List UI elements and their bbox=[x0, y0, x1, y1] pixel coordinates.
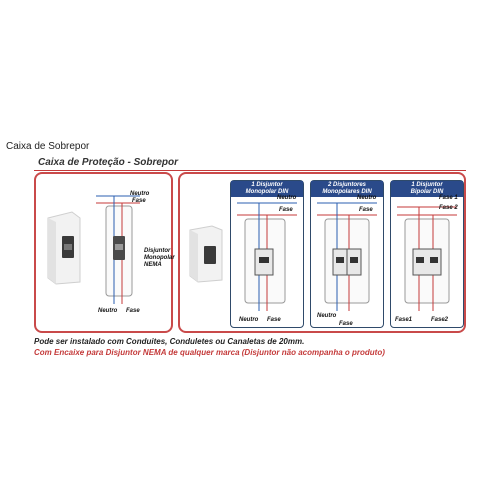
box1-bottom-label-fase: Fase bbox=[267, 317, 281, 323]
header-line: Bipolar DIN bbox=[410, 189, 444, 195]
side-label-line: Disjuntor bbox=[144, 248, 171, 254]
din-box-2-diagram bbox=[315, 201, 379, 311]
box3-top-label-fase2: Fase 2 bbox=[439, 205, 458, 211]
note-installation: Pode ser instalado com Conduites, Conduletes ou Canaletas de 20mm. bbox=[34, 337, 305, 346]
left-panel bbox=[34, 172, 173, 333]
page-title: Caixa de Sobrepor bbox=[6, 141, 90, 152]
box3-top-label-fase1: Fase 1 bbox=[439, 195, 458, 201]
header-line: Monopolar DIN bbox=[245, 189, 289, 195]
title-underline bbox=[34, 170, 466, 171]
box3-bottom-label-fase1: Fase1 bbox=[395, 317, 413, 323]
box1-bottom-label-neutro: Neutro bbox=[239, 317, 259, 323]
side-label-line: Monopolar bbox=[144, 255, 175, 261]
din-box-1 bbox=[230, 180, 304, 328]
right-panel bbox=[178, 172, 466, 333]
box2-bottom-label-neutro: Neutro bbox=[317, 313, 337, 319]
box1-top-label-neutro: Neutro bbox=[277, 195, 297, 201]
box3-bottom-label-fase2: Fase2 bbox=[431, 317, 449, 323]
box2-top-label-neutro: Neutro bbox=[357, 195, 377, 201]
left-wiring-diagram bbox=[92, 188, 142, 306]
din-box-2 bbox=[310, 180, 384, 328]
header-line: 1 Disjuntor bbox=[251, 182, 283, 188]
left-top-label-fase: Fase bbox=[132, 198, 146, 204]
header-line: 2 Disjuntores bbox=[327, 182, 366, 188]
left-bottom-label-fase: Fase bbox=[126, 308, 140, 314]
box2-bottom-label-fase: Fase bbox=[339, 321, 353, 327]
surface-box-image bbox=[42, 210, 82, 286]
side-label-line: NEMA bbox=[144, 262, 162, 268]
din-box-1-diagram bbox=[235, 201, 299, 311]
note-breaker-fit: Com Encaixe para Disjuntor NEMA de qualquer marca (Disjuntor não acompanha o produto) bbox=[34, 348, 385, 357]
left-side-label bbox=[144, 248, 175, 269]
header-line: 1 Disjuntor bbox=[411, 182, 443, 188]
box1-top-label-fase: Fase bbox=[279, 207, 293, 213]
section-title: Caixa de Proteção - Sobrepor bbox=[38, 157, 179, 168]
box2-top-label-fase: Fase bbox=[359, 207, 373, 213]
din-box-3 bbox=[390, 180, 464, 328]
left-top-label-neutro: Neutro bbox=[130, 191, 150, 197]
surface-box-image bbox=[184, 224, 228, 284]
header-line: Monopolares DIN bbox=[322, 189, 372, 195]
din-box-3-diagram bbox=[395, 201, 459, 311]
left-bottom-label-neutro: Neutro bbox=[98, 308, 118, 314]
